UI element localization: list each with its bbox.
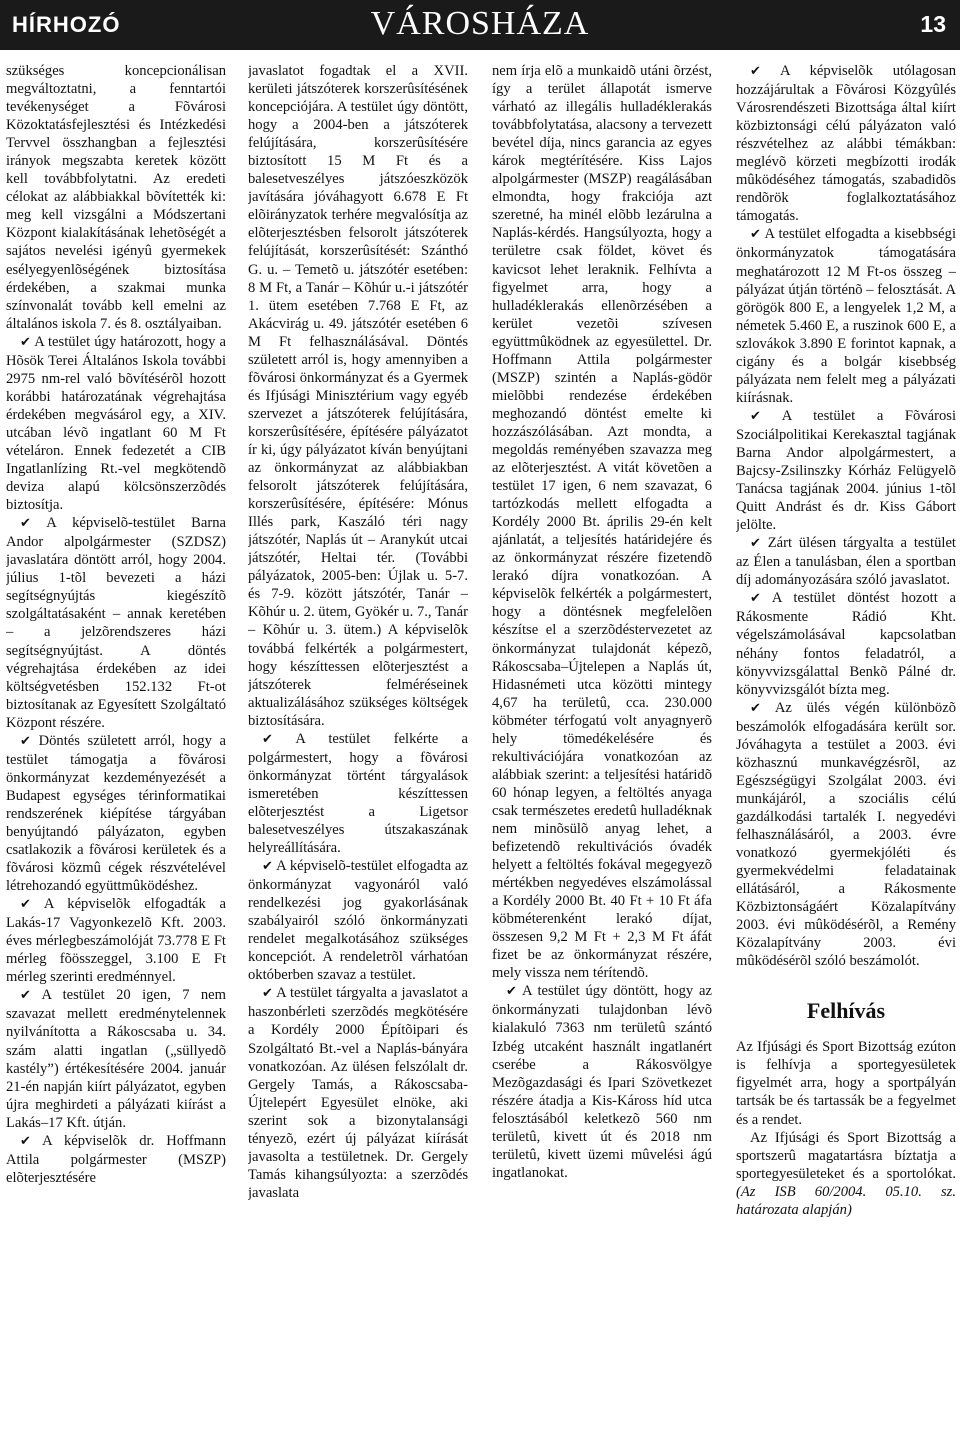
section-label: HÍRHOZÓ — [12, 12, 121, 37]
checkmark-icon: ✔ — [262, 731, 273, 747]
checkmark-icon: ✔ — [750, 591, 761, 607]
page-title: VÁROSHÁZA — [370, 5, 590, 42]
page-header — [0, 0, 960, 50]
checkmark-icon: ✔ — [262, 859, 273, 875]
checkmark-icon: ✔ — [20, 1133, 31, 1149]
paragraph: nem írja elõ a munkaidõ utáni õrzést, így a terület állapotát ismerve várható az illegális hulladéklerakás továbbfolytatása, alacsony a tervezett bevétel díja, nincs garancia az egyes károk megtérítésére. Kiss Lajos alpolgármester (MSZP) reagálásában elmondta, hogy frakciója azt szeretné, ha minél elõbb lezárulna a Naplás-kérdés. Hangsúlyozta, hogy a területre csak földet, követ és kavicsot lehet leraknik. Felhívta a figyelmet arra, hogy a hulladéklerakás ellenõrzésében a kerület vezetõi szívesen együttmûködnek az egyesülettel. Dr. Hoffmann Attila polgármester (MSZP) szintén a Naplás-gödör mielõbbi rendezése érdekében meghozandó döntést emelte ki hozzászólásában. Azt mondta, a megoldás reményében szavazza meg az elõterjesztést. A vitát követõen a testület 17 igen, 6 nem szavazat, 6 tartózkodás mellett elfogadta a Kordély 2000 Bt. április 29-én kelt ajánlatát, a teljesítés határidejére és az önkormányzat részére fizetendõ lerakó díjra vonatkozóan. A képviselõk felkérték a polgármestert, hogy a döntésnek megfelelõen készítse el a szerzõdéstervezetet az önkormányzat tulajdonát képezõ, Rákoscsaba–Újtelepen a Naplás út, Hidasnémeti utca közötti mintegy 4,67 ha területû, cca. 230.000 köbméter térfogatú volt anyagnyerõ hely tömedékelésére és rekultivációjára vonatkozóan az alábbiak szerint: a teljesítési határidõ 60 hónap legyen, a feltöltés anyaga csak természetes eredetû hulladéknak nem minõsülõ anyag lehet, a befizetendõ rekultivációs óvadék helyett a feltöltés fokával megegyezõ mértékben negyedéves elszámolással a Kordély 2000 Bt. 40 Ft + 10 Ft áfa köbméterenként lerakó díjat, összesen 9,2 M Ft + 2,3 M Ft áfát fizet be az önkormányzat részére, mely vissza nem térítendõ. — [492, 63, 712, 982]
checkmark-icon: ✔ — [20, 988, 31, 1004]
checkmark-icon: ✔ — [20, 897, 31, 913]
paragraph: ✔ Döntés született arról, hogy a testület támogatja a fõvárosi önkormányzat kezdeményezését a Budapest egységes térinformatikai rendszerének kiépítése tárgyában benyújtandó pályázaton, egyben csatlakozik a fõvárosi kerületek és a fõvárosi közmû cégek részvételével létrehozandó együttmûködéshez. — [6, 732, 226, 895]
checkmark-icon: ✔ — [750, 227, 761, 243]
checkmark-icon: ✔ — [750, 408, 761, 424]
article-column-2 — [248, 62, 468, 1430]
checkmark-icon: ✔ — [20, 516, 31, 532]
checkmark-icon: ✔ — [20, 334, 31, 350]
paragraph: ✔ A képviselõk dr. Hoffmann Attila polgármester (MSZP) elõterjesztésére — [6, 1132, 226, 1186]
paragraph: Az Ifjúsági és Sport Bizottság a sportszerû magatartásra bíztatja a sportegyesületeket és a sportolókat. (Az ISB 60/2004. 05.10. sz. határozata alapján) — [736, 1129, 956, 1218]
checkmark-icon: ✔ — [20, 733, 31, 749]
checkmark-icon: ✔ — [506, 984, 517, 1000]
paragraph: ✔ A testület felkérte a polgármestert, hogy a fõvárosi önkormányzat történt tárgyalások ismeretében készíttessen elõterjesztést a Ligetsor balesetveszélyes útszakaszának helyreállítására. — [248, 730, 468, 857]
paragraph: ✔ A képviselõ-testület elfogadta az önkormányzat vagyonáról való rendelkezési jog gyakorlásának szabályairól szóló önkormányzati rendelet megalkotásához szükséges koncepciót. A rendeletrõl várhatóan októberben szavaz a testület. — [248, 858, 468, 984]
paragraph: ✔ A testület elfogadta a kisebbségi önkormányzatok támogatására meghatározott 12 M Ft-os összeg – pályázat útján történõ – felosztását. A görögök 800 E, a lengyelek 1,2 M, a németek 5.460 E, a ruszinok 600 E, a szlovákok 3.890 E forintot kapnak, a cigány és a bolgár kisebbség pályázata nem felelt meg a pályázati kiírásnak. — [736, 226, 956, 406]
paragraph: ✔ Az ülés végén különbözõ beszámolók elfogadására került sor. Jóváhagyta a testület a 2003. évi közhasznú munkavégzésrõl, az Egészségügyi Szolgálat 2003. évi munkájáról, a szociális célú gazdálkodási tartalék I. negyedévi felhasználásáról, a 2003. évre vonatkozó gyermekjóléti és gyermekvédelmi feladatainak ellátásáról, a Rákosmente Közbiztonságáért Közalapítvány 2003. évi mûködésérõl, a Remény Közalapítvány 2003. évi mûködésérõl szóló beszámolót. — [736, 699, 956, 970]
checkmark-icon: ✔ — [750, 536, 761, 552]
page-number: 13 — [920, 11, 946, 37]
paragraph: ✔ A testület a Fõvárosi Szociálpolitikai Kerekasztal tagjának Barna Andor alpolgármestert, a Bajcsy-Zsilinszky Kórház Felügyelõ Tanácsa tagjának 2004. június 1-tõl Quitt Andrást és dr. Kiss Gábort jelölte. — [736, 407, 956, 534]
article-column-4 — [736, 62, 956, 1430]
paragraph: ✔ A képviselõ-testület Barna Andor alpolgármester (SZDSZ) javaslatára döntött arról, hogy 2004. július 1-tõl bevezeti a házi segítségnyújtás kiegészítõ szolgáltatásaként – annak keretében – a jelzõrendszeres házi segítségnyújtást. A döntés végrehajtása érdekében az idei költségvetésben 152.132 Ft-ot biztosítanak az Egyesített Szolgáltató Központ részére. — [6, 515, 226, 731]
paragraph: javaslatot fogadtak el a XVII. kerületi játszóterek korszerûsítésének koncepciójára. A testület úgy döntött, hogy a 2004-ben a játszóterek felújítására, korszerûsítésére biztosított 15 M Ft és a balesetveszélyes játszóeszközök javítására jóváhagyott 6.678 E Ft elõirányzatok terhére megvalósítja az elõterjesztésben felsorolt játszóterek felújítását, korszerûsítését: Szánthó G. u. – Temetõ u. játszótér esetében: 8 M Ft, a Tanár – Kõhúr u.-i játszótér 1. ütem esetében 7.768 E Ft, az Akácvirág u. 49. játszótér esetében 6 M Ft felhasználásával. Döntés született arról is, hogy amennyiben a fõvárosi önkormányzat és a Gyermek és Ifjúsági Minisztérium vagy egyéb szervezet a játszóterek felújítására, korszerûsítésére, építésére pályázatot ír ki, úgy pályázatot kíván benyújtani az önkormányzat az alábbiakban felsorolt játszóterek felújítására, korszerûsítésére, építésére: Mónus Illés park, Kaszáló téri nagy játszótér, Naplás út – Aranykút utcai játszótér, Heltai tér. (További pályázatok, 2005-ben: Újlak u. 5-7. és 7-9. között játszótér, Tanár – Kõhúr u. 2. ütem, Gyökér u. 7., Tanár – Kõhúr u. 3. ütem.) A képviselõk továbbá felkérték a polgármestert, hogy készíttessen elõterjesztést a játszóterek felméréseinek aktualizálásához szükséges költségek biztosítására. — [248, 63, 468, 729]
paragraph: ✔ A testület úgy határozott, hogy a Hõsök Terei Általános Iskola további 2975 nm-rel való bõvítésérõl hozott korábbi határozatának végrehajtása érdekében megvásárol egy, a XIV. utcában lévõ ingatlant 60 M Ft vételáron. Ennek fedezetét a CIB Ingatlanlízing Rt.-vel megkötendõ deviza alapú kölcsönszerzõdés biztosítja. — [6, 333, 226, 514]
checkmark-icon: ✔ — [750, 64, 761, 79]
paragraph: ✔ A testület döntést hozott a Rákosmente Rádió Kht. végelszámolásával kapcsolatban néhány fontos feladatról, a könyvvizsgálattal Benkõ Pálné dr. könyvvizsgálót bízta meg. — [736, 590, 956, 698]
paragraph: ✔ A testület úgy döntött, hogy az önkormányzati tulajdonban lévõ kialakuló 7363 nm területû szántó Izbég utcaként használt ingatlanért cserébe a Rákosvölgye Mezõgazdasági és Ipari Szövetkezet részére átadja a Kis-Káross híd utca felosztásából keletkezõ 560 nm területû, kivett út és 2018 nm területû, kivett üzemi mûvelési ágú ingatlanokat. — [492, 983, 712, 1181]
paragraph: ✔ A testület tárgyalta a javaslatot a haszonbérleti szerzõdés megkötésére a Kordély 2000 Építõipari és Szolgáltató Bt.-vel a Naplás-bányára vonatkozóan. Az ülésen felszólalt dr. Gergely Tamás, a Rákoscsaba-Újtelepért Egyesület elnöke, aki szerint sok a bizonytalansági tényezõ, ezért új pályázat kiírását javasolta a testületnek. Dr. Gergely Tamás kihangsúlyozta: a szerzõdés javaslata — [248, 985, 468, 1201]
checkmark-icon: ✔ — [262, 986, 273, 1002]
paragraph: Az Ifjúsági és Sport Bizottság ezúton is felhívja a sportegyesületek figyelmét arra, hogy a sportpályán tartsák be és tartassák be a fegyelmet és a rendet. — [736, 1039, 956, 1128]
paragraph: ✔ A képviselõk utólagosan hozzájárultak a Fõvárosi Közgyûlés Városrendészeti Bizottsága által kiírt közbiztonsági célú pályázaton való részvételhez az alábbi témákban: meglévõ körzeti megbízotti irodák mûködéséhez támogatás, szabadidõs rendõrök foglalkoztatásához támogatás. — [736, 63, 956, 225]
checkmark-icon: ✔ — [750, 700, 761, 716]
signoff: (Az ISB 60/2004. 05.10. sz. határozata alapján) — [736, 1183, 956, 1218]
article-column-1 — [6, 62, 226, 1430]
paragraph: szükséges koncepcionálisan megváltoztatni, a fenntartói tevékenységet a Fõvárosi Közoktatásfejlesztési és Intézkedési Tervvel összhangban a fejlesztési irányok megszabta keretek között kell továbbfolytatni. Az eredeti célokat az alábbiakkal bõvítették ki: meg kell vizsgálni a Módszertani Központ kialakításának lehetõségét a sajátos nevelési igényû gyermekek esélyegyenlõségének biztosítása érdekében, a szakmai munka színvonalát tovább kell emelni az általános iskola 7. és 8. osztályaiban. — [6, 63, 226, 332]
paragraph: ✔ Zárt ülésen tárgyalta a testület az Élen a tanulásban, élen a sportban díj adományozására szóló javaslatot. — [736, 535, 956, 589]
paragraph: ✔ A képviselõk elfogadták a Lakás-17 Vagyonkezelõ Kft. 2003. éves mérlegbeszámolóját 73.778 E Ft mérleg fõösszeggel, 3.100 E Ft mérleg szerinti eredménnyel. — [6, 896, 226, 986]
notice-heading: Felhívás — [806, 998, 886, 1024]
paragraph: ✔ A testület 20 igen, 7 nem szavazat mellett eredménytelennek nyilvánította a Rákoscsaba u. 34. szám alatti ingatlan („süllyedõ kastély”) értékesítésére 2004. január 21-én napján kiírt pályázatot, egyben újra meghirdeti a pályázati kiírást a Lakás–17 Kft. útján. — [6, 987, 226, 1131]
article-column-3 — [492, 62, 712, 1430]
